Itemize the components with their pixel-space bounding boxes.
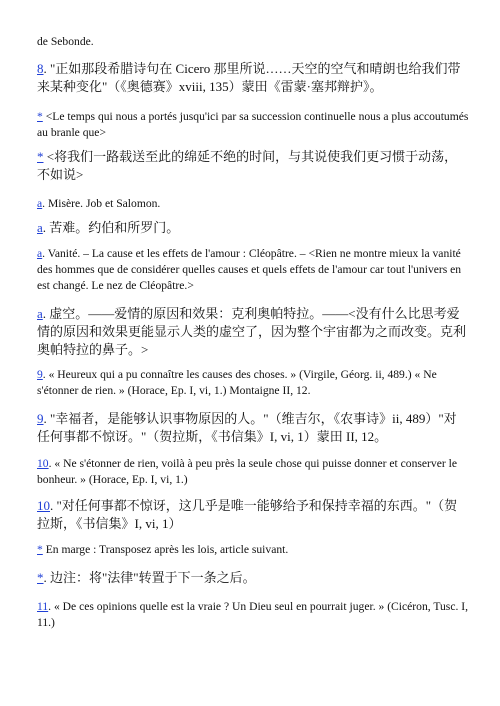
note-11-french bbox=[37, 599, 469, 631]
note-link-a[interactable]: a bbox=[37, 220, 43, 235]
paragraph-text: . « Heureux qui a pu connaître les causes des choses. » (Virgile, Géorg. ii, 489.) « Ne s'étonner de rien. » (Horace, Ep. I, vi, 1.) Montaigne II, 12. bbox=[37, 368, 437, 397]
paragraph-text: . 苦难。约伯和所罗门。 bbox=[42, 220, 180, 235]
note-a-misere-chinese bbox=[37, 219, 469, 237]
paragraph-text: . Vanité. – La cause et les effets de l'amour : Cléopâtre. – <Rien ne montre mieux la vanité des hommes que de considérer quelles causes et quels effets de l'amour car tout l'univers en est changé. Le nez de Cléopâtre.> bbox=[37, 247, 462, 292]
note-link-10[interactable]: 10 bbox=[37, 457, 49, 470]
note-link-9[interactable]: 9 bbox=[37, 411, 44, 426]
marginal-note-french bbox=[37, 109, 469, 141]
paragraph-text: <Le temps qui nous a portés jusqu'ici par sa succession continuelle nous a plus accoutumés au branle que> bbox=[37, 110, 469, 139]
note-link-a[interactable]: a bbox=[37, 306, 43, 321]
marginal-note-chinese bbox=[37, 148, 469, 184]
paragraph-text: . "正如那段希腊诗句在 Cicero 那里所说……天空的空气和晴朗也给我们带来某种变化"（《奥德赛》xviii, 135）蒙田《雷蒙·塞邦辩护》。 bbox=[37, 61, 461, 94]
paragraph-continuation bbox=[37, 34, 469, 50]
note-8-chinese bbox=[37, 60, 469, 96]
marginal-instruction-chinese bbox=[37, 569, 469, 587]
paragraph-text: . 虚空。——爱情的原因和效果：克利奥帕特拉。——<没有什么比思考爱情的原因和效果更能显示人类的虚空了，因为整个宇宙都为之而改变。克利奥帕特拉的鼻子。> bbox=[37, 306, 467, 357]
note-a-misere-french bbox=[37, 196, 469, 212]
note-9-french bbox=[37, 367, 469, 399]
note-a-vanite-chinese bbox=[37, 305, 469, 359]
paragraph-text: . Misère. Job et Salomon. bbox=[42, 197, 161, 210]
note-link-8[interactable]: 8 bbox=[37, 61, 44, 76]
paragraph-text: . « Ne s'étonner de rien, voilà à peu près la seule chose qui puisse donner et conserver le bonheur. » (Horace, Ep. I, vi, 1.) bbox=[37, 457, 457, 486]
paragraph-text: En marge : Transposez après les lois, article suivant. bbox=[42, 543, 289, 556]
paragraph-text: de Sebonde. bbox=[37, 35, 94, 48]
note-link-a[interactable]: a bbox=[37, 197, 43, 210]
paragraph-text: . "幸福者，是能够认识事物原因的人。"（维吉尔，《农事诗》ii, 489）"对任何事都不惊讶。"（贺拉斯，《书信集》I, vi, 1）蒙田 II, 12。 bbox=[37, 411, 457, 444]
note-9-chinese bbox=[37, 410, 469, 446]
note-link-a[interactable]: a bbox=[37, 247, 43, 260]
note-link-9[interactable]: 9 bbox=[37, 368, 43, 381]
note-link-11[interactable]: 11 bbox=[37, 600, 49, 613]
paragraph-text: . « De ces opinions quelle est la vraie ? Un Dieu seul en pourrait juger. » (Cicéron, Tusc. I, 11.) bbox=[37, 600, 469, 629]
paragraph-text: . "对任何事都不惊讶，这几乎是唯一能够给予和保持幸福的东西。"（贺拉斯，《书信集》I, vi, 1） bbox=[37, 498, 458, 531]
note-link-asterisk[interactable]: * bbox=[37, 110, 43, 123]
paragraph-text: <将我们一路载送至此的绵延不绝的时间，与其说使我们更习惯于动荡，不如说> bbox=[37, 149, 458, 182]
note-a-vanite-french bbox=[37, 246, 469, 294]
note-link-asterisk[interactable]: * bbox=[37, 149, 44, 164]
note-10-chinese bbox=[37, 497, 469, 533]
marginal-instruction-french bbox=[37, 542, 469, 558]
note-link-10[interactable]: 10 bbox=[37, 498, 50, 513]
paragraph-text: . 边注：将"法律"转置于下一条之后。 bbox=[43, 570, 256, 585]
note-link-asterisk[interactable]: * bbox=[37, 570, 44, 585]
note-link-asterisk[interactable]: * bbox=[37, 543, 43, 556]
note-10-french bbox=[37, 456, 469, 488]
